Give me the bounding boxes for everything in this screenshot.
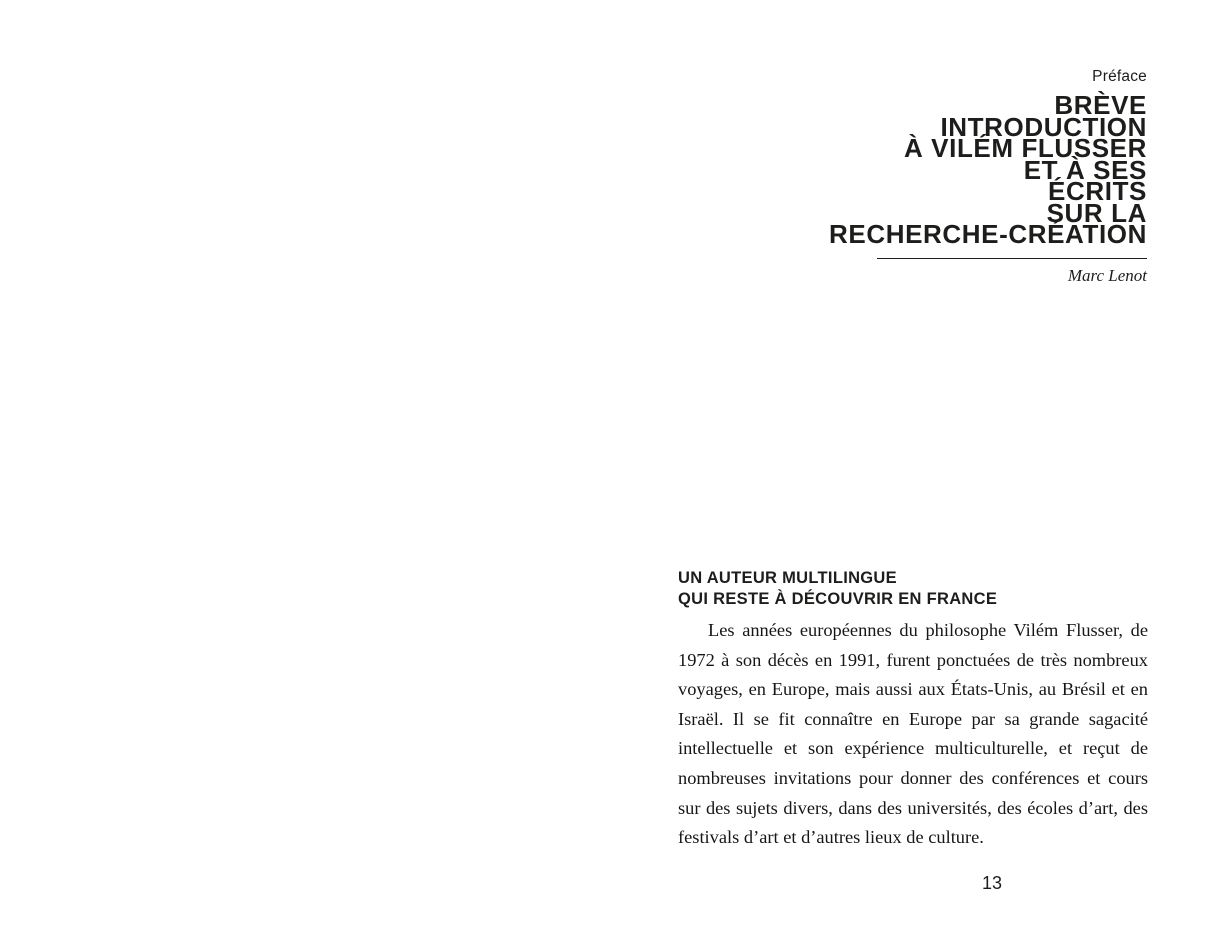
body-column <box>678 568 1148 853</box>
chapter-title-line: ET À SES <box>1023 154 1147 185</box>
chapter-title-line: INTRODUCTION <box>940 111 1147 142</box>
chapter-title-line: À VILÉM FLUSSER <box>903 133 1147 164</box>
chapter-title-line: SUR LA <box>1046 197 1147 228</box>
chapter-title-line: BRÈVE <box>1054 90 1147 121</box>
chapter-kicker: Préface <box>1092 68 1147 85</box>
chapter-title <box>700 90 1147 250</box>
page-number: 13 <box>981 873 1003 893</box>
section-heading-line: UN AUTEUR MULTILINGUE <box>678 569 897 587</box>
chapter-title-line: RECHERCHE-CRÉATION <box>829 219 1147 250</box>
body-paragraph: Les années européennes du philosophe Vilém Flusser, de 1972 à son décès en 1991, furent ponctuées de très nombreux voyages, en Europe, mais aussi aux États-Unis, au Brésil et en Israël. Il se fit connaître en Europe par sa grande sagacité intellectuelle et son expérience multiculturelle, et reçut de nombreuses invitations pour donner des conférences et cours sur des sujets divers, dans des universités, des écoles d’art, des festivals d’art et d’autres lieux de culture. <box>678 620 1148 848</box>
section-heading-line: QUI RESTE À DÉCOUVRIR EN FRANCE <box>678 590 998 608</box>
author-name: Marc Lenot <box>1067 265 1147 285</box>
section-heading <box>678 568 1148 610</box>
title-divider <box>877 258 1147 259</box>
chapter-title-line: ÉCRITS <box>1048 176 1147 207</box>
chapter-heading-block <box>700 68 1147 286</box>
